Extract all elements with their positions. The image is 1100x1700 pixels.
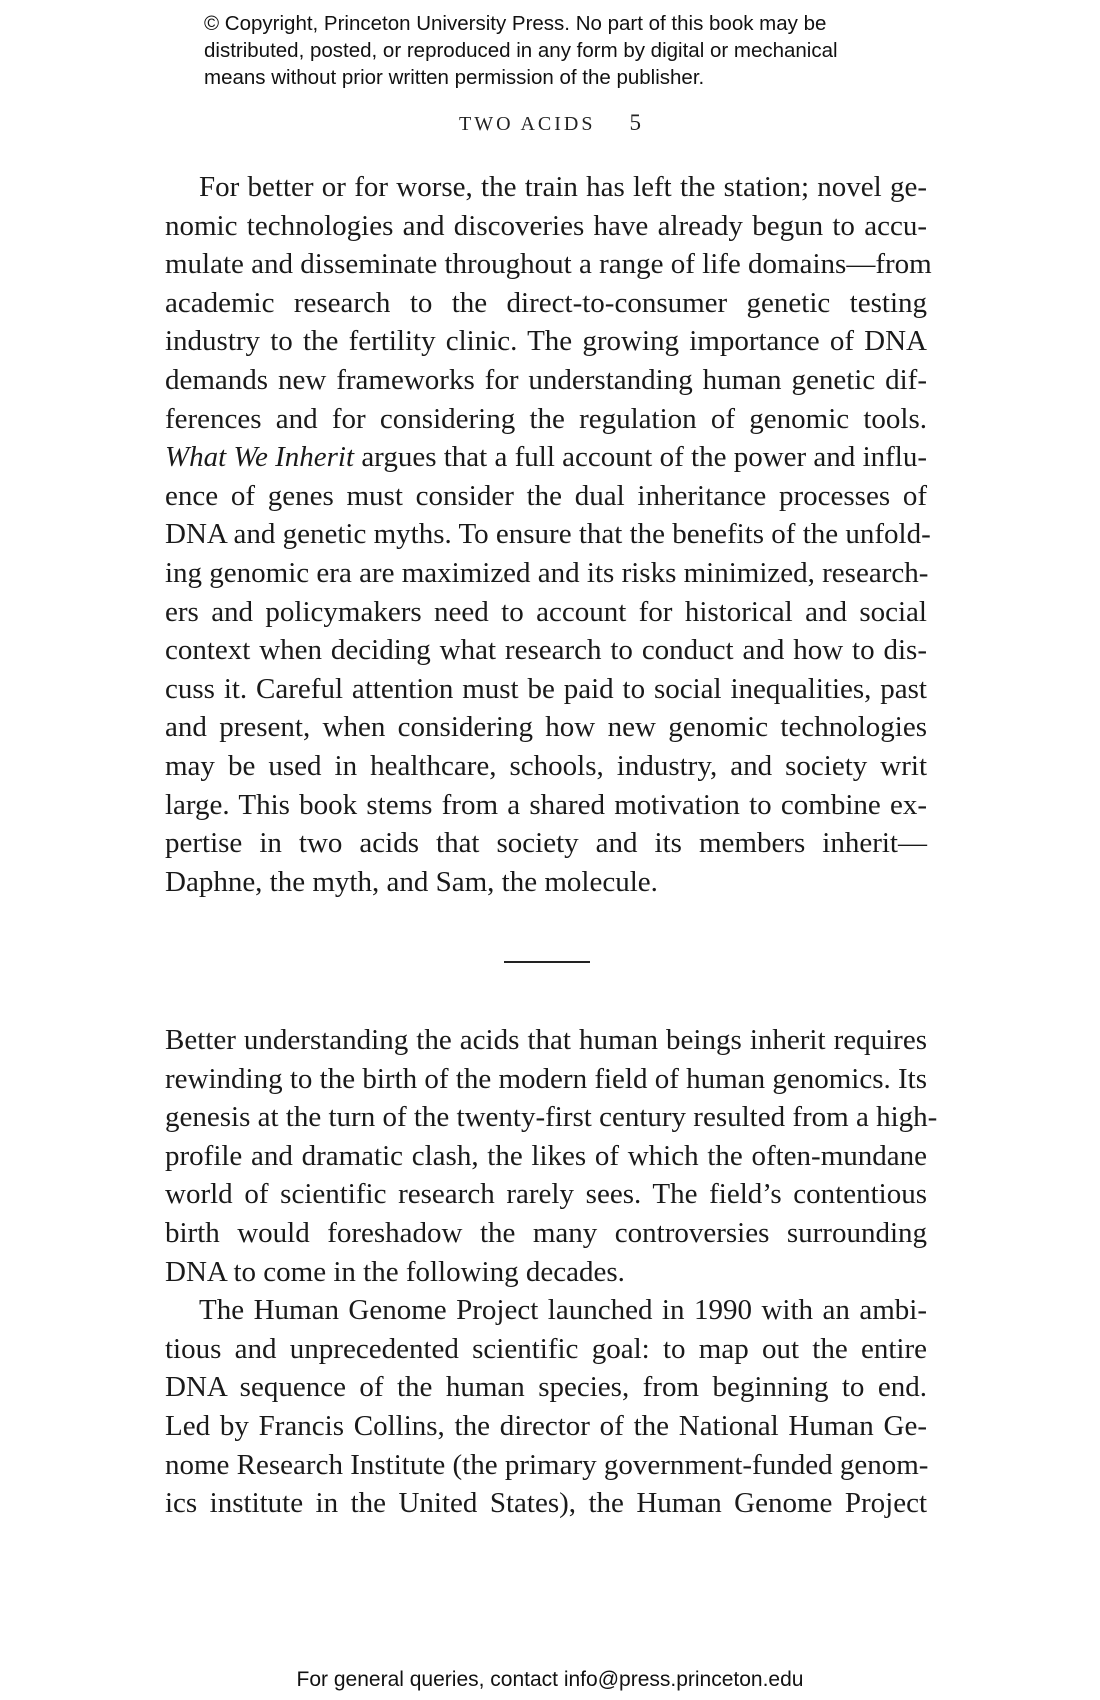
text-line: mulate and disseminate throughout a range of life domains—from — [165, 248, 932, 281]
text-line: academic research to the direct-to-consumer genetic testing — [165, 286, 927, 319]
section-break-rule — [504, 961, 590, 963]
footer-contact: For general queries, contact info@press.princeton.edu — [296, 1668, 804, 1691]
text-line: industry to the fertility clinic. The growing importance of DNA — [165, 325, 927, 358]
text-line: DNA to come in the following decades. — [165, 1255, 625, 1288]
text-line: nomic technologies and discoveries have already begun to accu- — [165, 209, 927, 242]
text-line: DNA and genetic myths. To ensure that the benefits of the unfold- — [165, 518, 931, 551]
text-line: world of scientific research rarely sees. The field’s contentious — [165, 1178, 927, 1211]
text-line: context when deciding what research to conduct and how to dis- — [165, 634, 927, 667]
paragraph-section — [165, 1021, 938, 1523]
text-line: The Human Genome Project launched in 1990 with an ambi- — [199, 1294, 927, 1327]
text-line: ence of genes must consider the dual inheritance processes of — [165, 479, 927, 512]
text-line: Led by Francis Collins, the director of the National Human Ge- — [165, 1409, 927, 1442]
text-line: tious and unprecedented scientific goal: to map out the entire — [165, 1332, 927, 1365]
copyright-line: means without prior written permission of the publisher. — [204, 66, 705, 89]
text-line: ers and policymakers need to account for historical and social — [165, 595, 927, 628]
text-line: cuss it. Careful attention must be paid to social inequalities, past — [165, 672, 927, 705]
page-number: 5 — [629, 110, 641, 135]
text-line: rewinding to the birth of the modern field of human genomics. Its — [165, 1062, 927, 1095]
text-line: Better understanding the acids that human beings inherit requires — [165, 1024, 927, 1056]
text-line: Daphne, the myth, and Sam, the molecule. — [165, 865, 658, 898]
text-line: may be used in healthcare, schools, industry, and society writ — [165, 749, 927, 782]
copyright-line: © Copyright, Princeton University Press. No part of this book may be — [204, 12, 827, 35]
text-line: and present, when considering how new genomic technologies — [165, 711, 927, 744]
text-line-with-title — [165, 438, 927, 477]
copyright-line: distributed, posted, or reproduced in any form by digital or mechanical — [204, 39, 838, 62]
running-head — [0, 110, 1100, 136]
text-line: genesis at the turn of the twenty-first century resulted from a high- — [165, 1101, 938, 1134]
text-line: ferences and for considering the regulation of genomic tools. — [165, 402, 927, 435]
copyright-notice — [204, 10, 924, 91]
paragraph-opening — [165, 168, 932, 901]
text-line: For better or for worse, the train has left the station; novel ge- — [199, 171, 927, 203]
text-line: ing genomic era are maximized and its risks minimized, research- — [165, 556, 929, 589]
text-line: pertise in two acids that society and its members inherit— — [165, 827, 927, 860]
running-head-title: TWO ACIDS — [459, 113, 596, 135]
text-line: demands new frameworks for understanding human genetic dif- — [165, 363, 927, 396]
text-line: birth would foreshadow the many controversies surrounding — [165, 1216, 927, 1249]
text-line-rest: argues that a full account of the power and influ- — [361, 441, 928, 474]
text-line: nome Research Institute (the primary government-funded genom- — [165, 1448, 929, 1481]
text-line: DNA sequence of the human species, from beginning to end. — [165, 1371, 927, 1404]
text-line: large. This book stems from a shared motivation to combine ex- — [165, 788, 927, 821]
text-line: profile and dramatic clash, the likes of which the often-mundane — [165, 1139, 927, 1172]
text-line: ics institute in the United States), the Human Genome Project — [165, 1487, 927, 1520]
book-title: What We Inherit — [165, 441, 355, 474]
